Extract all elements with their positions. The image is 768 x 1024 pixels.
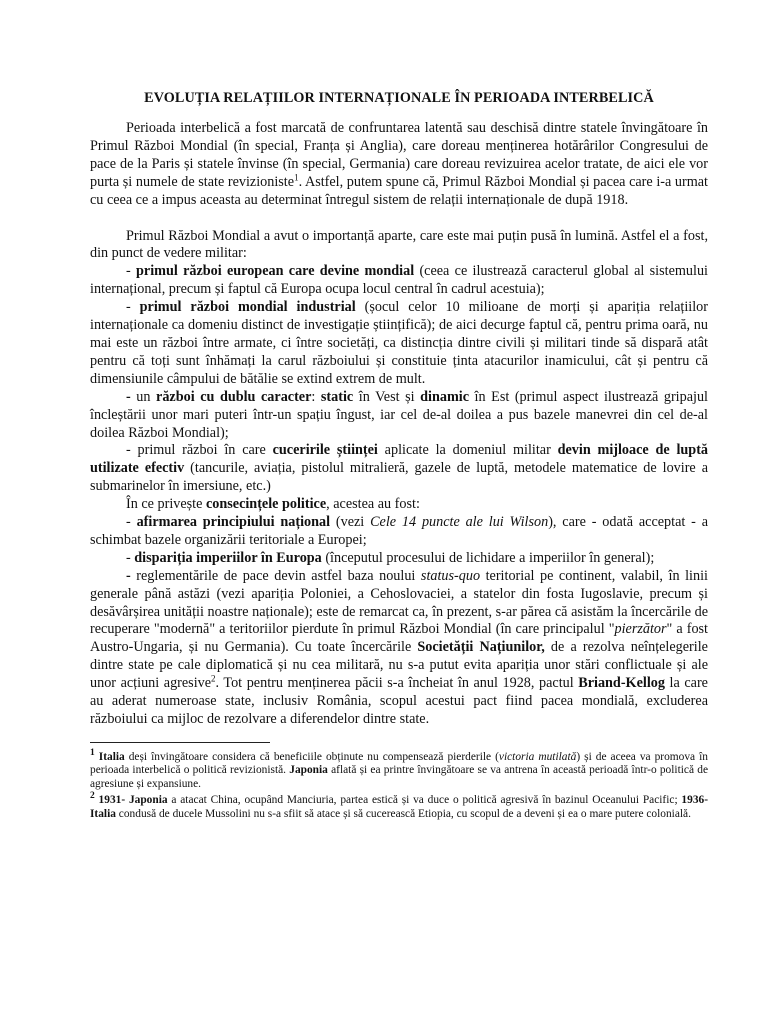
list-item-peace-settlements: - reglementările de pace devin astfel baza noului status-quo teritorial pe continent, valabil, în linii generale până astăzi (vezi apariția Poloniei, a Cehoslovaciei, a statelor din fosta Iugoslavie, precum și desăvârșirea unității noastre naționale); este de remarcat ca, în prezent, s-ar părea că asistăm la încercările de recuperare "modernă" a teritoriilor pierdute în primul Război Mondial (în care principalul "pierzător" a fost Austro-Ungaria, și nu Germania). Cu toate încercările Societății Națiunilor, de a rezolva neînțelegerile dintre state pe cale diplomatică și nu cea militară, nu s-a putut evita apariția unor stări conflictuale și ale unor acțiuni agresive$^2$. Tot pentru menținerea păcii s-a încheiat în anul 1928, pactul Briand-Kellog la care au aderat numeroase state, inclusiv România, scopul acestui pact fiind pacea mondială, excluderea războiului ca mijloc de rezolvare a diferendelor dintre state. xyxy=(90,567,708,727)
footnote-ref-2[interactable]: 2 xyxy=(211,673,216,684)
list-item-industrial-war: - primul război mondial industrial (șocul celor 10 milioane de morți și apariția relațiilor internaționale ca domeniu distinct de investigație științifică); de aici decurge faptul că, pentru prima oară, nu mai este un război între armate, ci între societăți, ca distincția dintre civili și militari tinde să dispară atât pentru că toți sunt înhămați la carul războiului și constituie ținta atacurilor inamicului, cât și pentru că dimensiunile câmpului de bătălie se extind extrem de mult. xyxy=(90,299,709,387)
list-item-dual-character: - un război cu dublu caracter: static în Vest și dinamic în Est (primul aspect ilustrează gripajul încleștării unor mari puteri într-un spațiu îngust, iar cel de-al doilea a pus bazele manevrei din cel de-al doilea Război Mondial); xyxy=(90,388,708,441)
intro-paragraph: Perioada interbelică a fost marcată de confruntarea latentă sau deschisă dintre statele învingătoare în Primul Război Mondial (în special, Franța și Anglia), care doreau menținerea hotărârilor Congresului de pace de la Paris și statele învinse (în special, Germania) care doreau revizuirea acelor tratate, de aici ele vor purta și numele de state revizioniste$^1$. Astfel, putem spune că, Primul Război Mondial și pacea care i-a urmat cu ceea ce a impus aceasta au determinat întregul sistem de relații internaționale de după 1918. xyxy=(90,120,708,208)
footnote-ref-1[interactable]: 1 xyxy=(294,171,299,182)
footnote-2: $^2$ 1931- Japonia a atacat China, ocupând Manciuria, partea estică și va duce o politică agresivă în bazinul Oceanului Pacific; 1936- Italia condusă de ducele Mussolini nu s-a sfiit să atace și să cucerească Etiopia, cu scopul de a deveni și ea o mare putere colonială. xyxy=(90,791,708,820)
document-title: EVOLUȚIA RELAȚIILOR INTERNAȚIONALE ÎN PERIOADA INTERBELICĂ xyxy=(144,90,654,106)
footnote-separator xyxy=(90,742,270,743)
list-item-empires: - dispariția imperiilor în Europa (începutul procesului de lichidare a imperiilor în general); xyxy=(126,549,655,566)
consequences-heading: În ce privește consecințele politice, acestea au fost: xyxy=(126,496,420,513)
importance-paragraph: Primul Război Mondial a avut o importanță aparte, care este mai puțin pusă în lumină. Astfel el a fost, din punct de vedere militar: xyxy=(90,227,708,262)
footnote-1: $^1$ Italia deși învingătoare considera că beneficiile obținute nu compensează pierderile (victoria mutilată) și de aceea va promova în perioada interbelică o politică revizionistă. Japonia aflată și ea printre învingătoare se va antrena în această perioadă într-o politică de agresiune și expansiune. xyxy=(90,748,708,790)
list-item-national-principle: - afirmarea principiului național (vezi Cele 14 puncte ale lui Wilson), care - odată acceptat - a schimbat bazele organizării teritoriale a Europei; xyxy=(90,514,709,548)
list-item-european-war: - primul război european care devine mondial (ceea ce ilustrează caracterul global al sistemului internațional, precum și faptul că Europa ocupa locul central în cadrul acestuia); xyxy=(90,263,708,298)
list-item-science: - primul război în care cuceririle științei aplicate la domeniul militar devin mijloace de luptă utilizate efectiv (tancurile, aviația, pistolul mitralieră, gazele de luptă, metodele matematice de lovire a submarinelor în imersiune, etc.) xyxy=(90,442,709,495)
